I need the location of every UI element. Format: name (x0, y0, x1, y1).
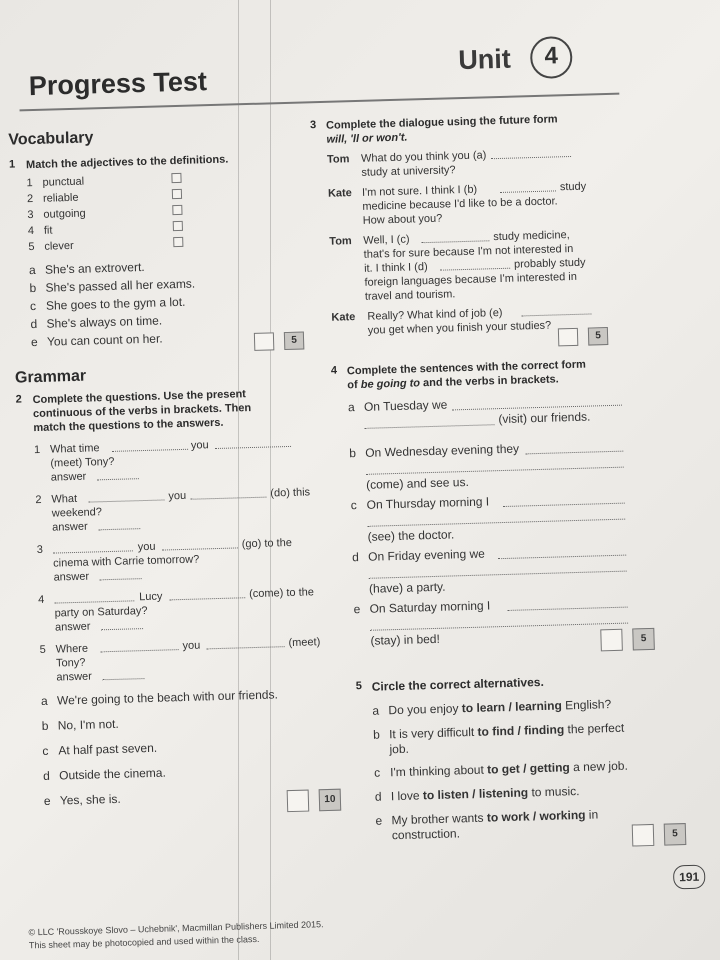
vocabulary-heading: Vocabulary (8, 129, 94, 149)
q2-instruction-line: Complete the questions. Use the present (32, 388, 247, 407)
word-label: outgoing (43, 207, 86, 221)
item-number: 3 (36, 543, 44, 557)
answer-text: Outside the cinema. (58, 765, 167, 783)
option-letter: d (30, 316, 38, 332)
option-letter: e (30, 334, 38, 350)
blank-line[interactable] (88, 499, 164, 502)
dialogue-text: foreign languages because I'm interested in (364, 270, 578, 289)
dialogue-text: Well, I (c) (363, 233, 410, 247)
option-letter: a (372, 703, 380, 718)
answer-label: answer (54, 620, 91, 634)
unit-label: Unit (457, 43, 512, 76)
item-text: weekend? (51, 506, 103, 520)
score-entry-box[interactable] (600, 629, 623, 652)
q1-instruction: Match the adjectives to the definitions. (25, 153, 229, 172)
dialogue-text: Really? What kind of job (e) (367, 306, 503, 323)
item-text: you (168, 489, 187, 503)
q4-instruction-rest: and the verbs in brackets. (422, 373, 559, 390)
score-total: 5 (588, 327, 608, 346)
option-letter: a (28, 262, 36, 278)
item-text: party on Saturday? (54, 604, 148, 620)
copyright-text: © LLC 'Rousskoye Slovo – Uchebnik', Macmillan Publishers Limited 2015. (28, 919, 324, 938)
option-letter: e (43, 793, 51, 808)
dialogue-text: that's for sure because I'm not interested in (363, 242, 574, 261)
q5-item-text: construction. (391, 826, 461, 843)
sentence-text: On Saturday morning I (369, 598, 491, 616)
q5-instruction: Circle the correct alternatives. (371, 674, 544, 694)
option-letter: e (353, 602, 361, 617)
q5-item-text: Do you enjoy (388, 701, 462, 718)
blank-line[interactable] (366, 467, 624, 475)
q5-item-sentence (390, 759, 628, 781)
answer-label: answer (52, 520, 88, 534)
option-letter: c (373, 765, 381, 780)
answer-checkbox[interactable] (173, 237, 183, 247)
sentence-end: (see) the doctor. (367, 527, 455, 544)
q5-alternatives[interactable]: to get / getting (486, 760, 570, 777)
blank-line[interactable] (98, 528, 140, 530)
score-entry-box[interactable] (287, 790, 310, 813)
dialogue-text: you get when you finish your studies? (367, 319, 552, 337)
blank-line[interactable] (102, 678, 144, 680)
q4-instruction: Complete the sentences with the correct form (346, 358, 587, 378)
blank-line[interactable] (421, 240, 489, 243)
answer-checkbox[interactable] (171, 173, 181, 183)
answer-text: At half past seven. (58, 740, 158, 758)
q3-instruction-forms: will, 'll or won't. (326, 131, 408, 146)
item-text: you (182, 639, 201, 653)
blank-line[interactable] (101, 649, 179, 652)
blank-line[interactable] (215, 446, 291, 449)
q5-item-text: in (585, 807, 599, 822)
item-number: 4 (38, 593, 45, 607)
option-letter: c (42, 743, 49, 758)
blank-line[interactable] (112, 449, 188, 452)
q5-alternatives[interactable]: to learn / learning (461, 698, 562, 716)
question-number: 3 (309, 119, 317, 132)
sentence-text: On Thursday morning I (366, 494, 490, 512)
blank-line[interactable] (97, 478, 139, 480)
q5-alternatives[interactable]: to listen / listening (422, 785, 529, 803)
blank-line[interactable] (101, 628, 143, 630)
definition-text: She's passed all her exams. (45, 276, 196, 295)
blank-line[interactable] (367, 519, 625, 527)
option-letter: d (351, 550, 360, 565)
blank-line[interactable] (169, 597, 245, 600)
option-letter: b (372, 727, 380, 742)
answer-checkbox[interactable] (172, 189, 182, 199)
blank-line[interactable] (491, 156, 571, 159)
q4-instruction-of: of (347, 379, 358, 392)
q5-item-text: I'm thinking about (389, 762, 488, 780)
grammar-heading: Grammar (14, 367, 87, 387)
speaker-name: Kate (331, 311, 356, 324)
option-letter: b (41, 718, 49, 733)
option-letter: c (29, 298, 37, 314)
sentence-end: (come) and see us. (365, 474, 470, 492)
item-text: you (190, 439, 209, 452)
unit-number-badge: 4 (530, 36, 573, 79)
dialogue-text: travel and tourism. (364, 288, 456, 303)
answer-text: No, I'm not. (57, 716, 119, 733)
score-total: 5 (284, 332, 304, 351)
sentence-text: On Tuesday we (363, 397, 448, 414)
question-number: 2 (15, 393, 22, 406)
dialogue-text: I'm not sure. I think I (b) (361, 183, 478, 199)
option-letter: d (374, 789, 382, 804)
item-text: you (137, 540, 156, 554)
dialogue-text: How about you? (362, 212, 443, 227)
q5-item-text: English? (561, 697, 612, 713)
word-label: punctual (42, 175, 85, 189)
q3-instruction: Complete the dialogue using the future form (325, 113, 558, 132)
score-entry-box[interactable] (558, 328, 578, 347)
dialogue-text: What do you think you (a) (360, 149, 487, 165)
blank-line[interactable] (452, 405, 622, 411)
speaker-name: Tom (326, 153, 350, 166)
speaker-name: Kate (327, 187, 352, 200)
q2-instruction-line: match the questions to the answers. (33, 416, 224, 435)
question-number: 1 (8, 158, 16, 171)
photocopy-note: This sheet may be photocopied and used within the class. (28, 933, 260, 951)
item-text: Where (55, 642, 89, 656)
answer-label: answer (56, 670, 93, 684)
blank-line[interactable] (508, 607, 628, 611)
word-number: 1 (26, 177, 33, 190)
q5-item-text: I love (390, 788, 424, 804)
q5-item-text: a new job. (569, 758, 628, 775)
score-total: 10 (319, 789, 342, 812)
word-number: 2 (26, 193, 34, 206)
blank-line[interactable] (162, 547, 238, 550)
q5-item-sentence (391, 807, 598, 828)
item-text: What (51, 492, 78, 506)
dialogue-text: medicine because I'd like to be a doctor. (362, 195, 558, 213)
question-number: 4 (330, 364, 338, 377)
word-number: 4 (27, 225, 35, 238)
q5-item-text: the perfect (563, 720, 625, 737)
option-letter: e (375, 813, 383, 828)
page-title: Progress Test (28, 66, 208, 102)
answer-text: We're going to the beach with our friends. (56, 687, 279, 708)
sentence-end: (have) a party. (368, 579, 446, 596)
answer-label: answer (53, 570, 90, 584)
definition-text: She's an extrovert. (44, 259, 145, 277)
item-number: 2 (35, 493, 42, 507)
speaker-name: Tom (329, 235, 352, 248)
page-number: 191 (673, 865, 706, 890)
blank-line[interactable] (100, 578, 142, 580)
blank-line[interactable] (498, 555, 626, 560)
item-number: 5 (39, 643, 46, 657)
blank-line[interactable] (503, 503, 625, 507)
q5-item-sentence (391, 784, 580, 804)
item-text: Tony? (55, 656, 86, 670)
blank-line[interactable] (207, 646, 285, 649)
item-text: Lucy (139, 590, 163, 604)
q5-alternatives[interactable]: to find / finding (477, 722, 565, 739)
q5-item-text: It is very difficult (388, 724, 478, 742)
definition-text: You can count on her. (46, 331, 163, 349)
blank-line[interactable] (525, 451, 623, 455)
q4-instruction-form: be going to (360, 377, 421, 391)
blank-line[interactable] (440, 268, 510, 271)
sentence-end: (stay) in bed! (370, 631, 441, 648)
blank-line[interactable] (53, 550, 133, 553)
question-number: 5 (355, 680, 363, 693)
word-label: clever (44, 239, 74, 253)
blank-line[interactable] (500, 190, 556, 193)
word-number: 3 (27, 209, 34, 222)
blank-line[interactable] (370, 623, 628, 631)
item-text: (go) to the (241, 536, 293, 551)
sentence-end: (visit) our friends. (498, 409, 591, 427)
word-label: fit (43, 224, 53, 237)
q5-item-sentence (389, 721, 624, 743)
sentence-text: On Wednesday evening they (365, 441, 520, 460)
dialogue-text: probably study (513, 256, 586, 271)
item-text: (do) this (270, 486, 311, 500)
item-text: (meet) (288, 636, 321, 650)
option-letter: b (29, 280, 37, 296)
answer-checkbox[interactable] (173, 221, 183, 231)
blank-line[interactable] (369, 571, 627, 579)
item-text: What time (49, 442, 100, 456)
option-letter: c (350, 498, 357, 513)
answer-checkbox[interactable] (172, 205, 182, 215)
item-text: (meet) Tony? (50, 455, 115, 470)
dialogue-text: study (559, 180, 587, 194)
option-letter: d (42, 768, 51, 783)
answer-text: Yes, she is. (59, 791, 121, 808)
q5-item-text: to music. (527, 783, 580, 800)
answer-label: answer (50, 470, 87, 484)
word-label: reliable (42, 191, 79, 205)
definition-text: She's always on time. (46, 313, 163, 331)
q2-instruction-line: continuous of the verbs in brackets. Then (32, 402, 252, 421)
dialogue-text: study medicine, (493, 229, 570, 244)
q5-item-text: My brother wants (391, 810, 488, 828)
q5-item-text: job. (389, 741, 410, 757)
q5-item-sentence (388, 697, 611, 718)
score-total: 5 (632, 628, 655, 651)
score-total: 5 (664, 823, 687, 846)
option-letter: b (349, 446, 357, 461)
option-letter: a (40, 693, 48, 708)
score-entry-box[interactable] (254, 332, 274, 351)
score-entry-box[interactable] (632, 824, 655, 847)
option-letter: a (347, 400, 355, 415)
sentence-text: On Friday evening we (367, 546, 486, 564)
blank-line[interactable] (190, 497, 266, 500)
blank-line[interactable] (54, 600, 134, 603)
item-text: (come) to the (248, 586, 315, 601)
blank-line[interactable] (521, 313, 591, 316)
dialogue-text: it. I think I (d) (363, 261, 428, 275)
q5-alternatives[interactable]: to work / working (486, 807, 586, 825)
definition-text: She goes to the gym a lot. (45, 294, 186, 313)
item-number: 1 (33, 443, 41, 457)
blank-line[interactable] (365, 424, 495, 429)
item-text: cinema with Carrie tomorrow? (53, 553, 200, 570)
dialogue-text: study at university? (361, 164, 456, 179)
word-number: 5 (28, 241, 35, 254)
